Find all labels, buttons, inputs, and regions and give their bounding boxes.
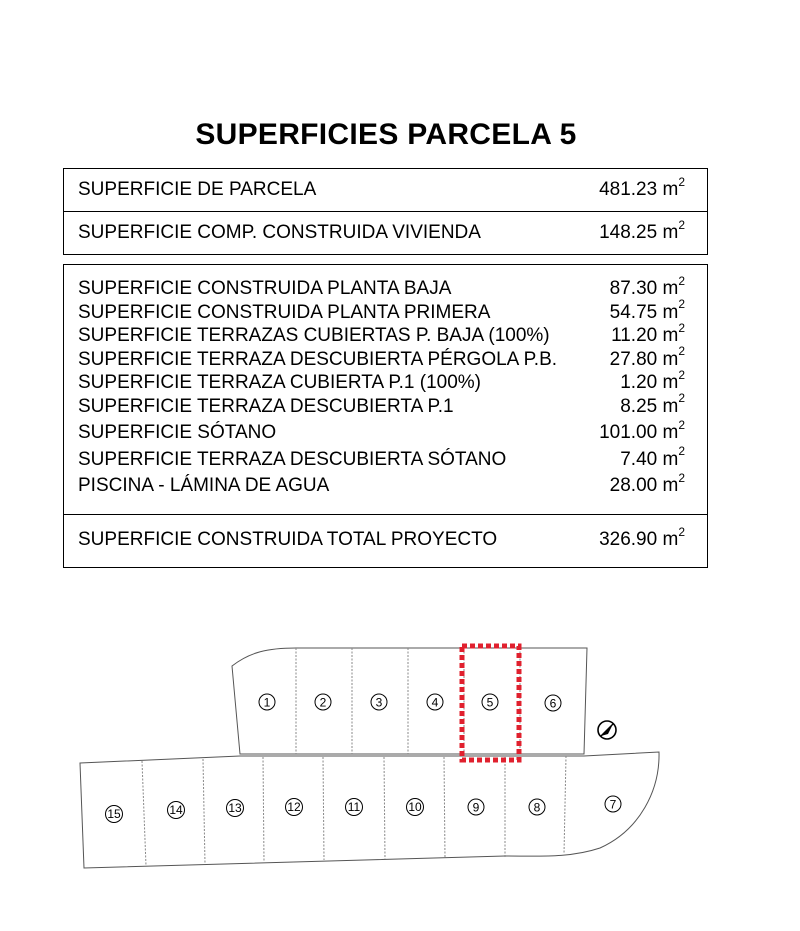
lot-number: 11	[347, 800, 361, 814]
details-list	[64, 265, 707, 514]
lot-marker	[168, 802, 185, 819]
summary-row-parcela	[64, 169, 707, 211]
row-value: 28.00 $m^2$	[609, 470, 685, 496]
row-label: PISCINA - LÁMINA DE AGUA	[78, 475, 330, 496]
lot-marker	[407, 799, 424, 816]
lot-marker	[227, 800, 244, 817]
detail-row	[64, 417, 707, 445]
lot-marker	[545, 695, 561, 711]
detail-row	[64, 391, 707, 419]
lot-number: 6	[549, 696, 557, 711]
row-label: SUPERFICIE COMP. CONSTRUIDA VIVIENDA	[78, 222, 481, 244]
row-label: SUPERFICIE TERRAZA DESCUBIERTA PÉRGOLA P.B.	[78, 348, 558, 370]
detail-row	[64, 297, 707, 325]
lot-number: 14	[169, 803, 183, 817]
page-title: SUPERFICIES PARCELA 5	[195, 118, 577, 151]
lot-number: 4	[431, 695, 439, 710]
lot-marker	[346, 799, 363, 816]
lot-number: 13	[228, 801, 242, 815]
lot-number: 9	[472, 800, 480, 815]
lot-marker	[259, 694, 275, 710]
top-block-outline	[232, 648, 587, 754]
row-label: SUPERFICIE SÓTANO	[78, 422, 277, 443]
summary-table	[63, 168, 708, 255]
lot-number: 8	[533, 800, 541, 815]
row-value: 101.00 $m^2$	[599, 417, 685, 443]
row-label: SUPERFICIE TERRAZA CUBIERTA P.1 (100%)	[78, 372, 481, 393]
row-value: 1.20 $m^2$	[620, 367, 685, 393]
row-label: SUPERFICIE CONSTRUIDA PLANTA PRIMERA	[78, 301, 491, 323]
site-plan	[0, 620, 800, 880]
lot-number: 15	[107, 807, 121, 821]
lot-marker	[106, 806, 123, 823]
row-value: 27.80 $m^2$	[609, 344, 685, 370]
row-label: SUPERFICIE TERRAZAS CUBIERTAS P. BAJA (100%)	[78, 325, 550, 346]
lot-marker	[286, 799, 303, 816]
detail-row	[64, 344, 707, 372]
lot-number: 5	[486, 695, 494, 710]
lot-number: 2	[319, 695, 327, 710]
row-value: 8.25 $m^2$	[620, 391, 685, 417]
lot-number: 1	[263, 695, 271, 710]
row-label: SUPERFICIE CONSTRUIDA TOTAL PROYECTO	[78, 529, 498, 551]
north-arrow-icon	[598, 721, 616, 739]
row-value: 148.25 $m^2$	[599, 217, 685, 244]
row-value: 326.90 $m^2$	[599, 524, 685, 551]
row-value: 87.30 $m^2$	[609, 273, 685, 299]
lot-number: 12	[287, 800, 301, 814]
row-label: SUPERFICIE TERRAZA DESCUBIERTA SÓTANO	[78, 448, 507, 470]
row-label: SUPERFICIE CONSTRUIDA PLANTA BAJA	[78, 278, 452, 299]
lot-marker	[371, 694, 387, 710]
lot-marker	[468, 799, 484, 815]
summary-row-vivienda	[64, 212, 707, 254]
lot-number: 10	[408, 800, 422, 814]
lot-marker	[482, 694, 498, 710]
row-label: SUPERFICIE DE PARCELA	[78, 179, 317, 201]
bottom-block-outline	[80, 752, 659, 868]
row-value: 481.23 $m^2$	[599, 174, 685, 201]
lot-number: 7	[609, 797, 617, 812]
detail-row	[64, 444, 707, 472]
row-value: 7.40 $m^2$	[620, 444, 685, 470]
row-value: 11.20 $m^2$	[611, 320, 685, 346]
row-label: SUPERFICIE TERRAZA DESCUBIERTA P.1	[78, 395, 454, 417]
detail-row	[64, 320, 707, 348]
detail-row	[64, 273, 707, 301]
details-table	[63, 264, 708, 568]
row-value: 54.75 $m^2$	[609, 297, 685, 323]
lot-marker	[605, 796, 621, 812]
lot-marker	[427, 694, 443, 710]
lot-marker	[315, 694, 331, 710]
lot-marker	[529, 799, 545, 815]
lot-number: 3	[375, 695, 383, 710]
total-row	[64, 515, 707, 565]
detail-row	[64, 367, 707, 395]
bottom-lot-labels	[106, 796, 622, 823]
detail-row	[64, 470, 707, 498]
top-lot-labels	[259, 694, 561, 711]
